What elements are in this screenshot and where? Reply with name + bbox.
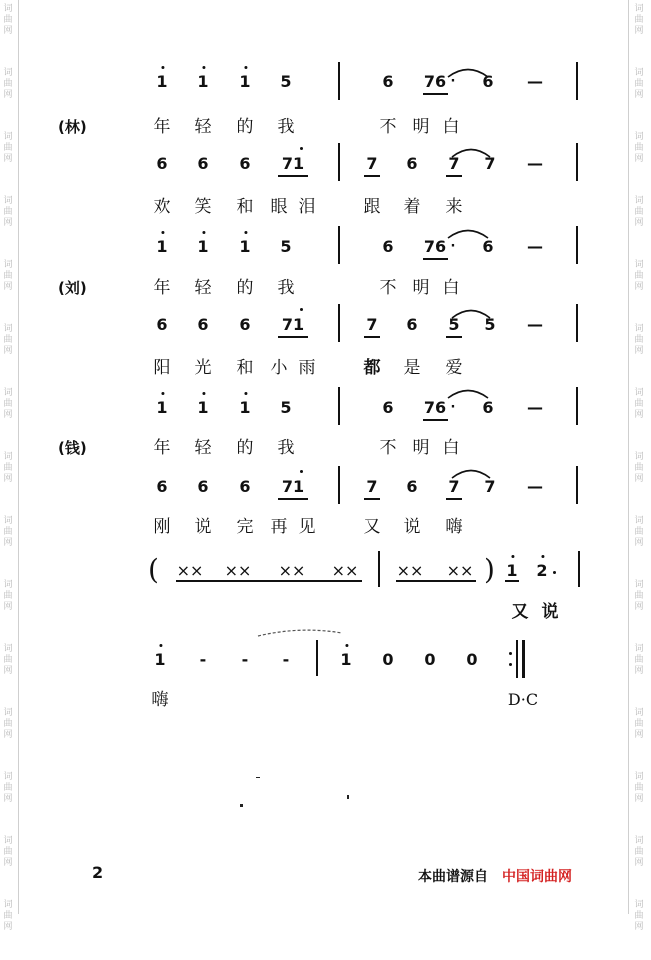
watermark-text: 词 曲 网 [634,644,644,676]
dot-sign [553,571,556,574]
underline [446,336,462,338]
watermark-text: 词 曲 网 [634,388,644,420]
watermark-text: 词 曲 网 [3,644,13,676]
note: 6 [197,477,209,496]
lyric: 见 [298,517,316,537]
lyric: 明 [412,438,430,458]
note: 5 [280,398,292,417]
barline [576,143,578,181]
barline [338,143,340,181]
beat: ×× [331,561,359,580]
note: 6 [239,315,251,334]
underline [176,580,362,582]
underline [364,175,380,177]
barline [578,551,580,587]
lyric: 来 [445,197,463,217]
singer-label: (刘) [58,279,87,297]
note: 0 [466,650,478,669]
watermark-text: 词 曲 网 [634,708,644,740]
final-barline [522,640,525,678]
watermark-text: 词 曲 网 [634,452,644,484]
lyric: 刚 [153,517,171,537]
dash: — [527,315,543,334]
watermark-text: 词 曲 网 [634,836,644,868]
note: 6 [156,154,168,173]
tie [258,630,342,636]
note: 6 [239,154,251,173]
note: 5 [280,237,292,256]
watermark-text: 词 曲 网 [634,68,644,100]
dash: — [527,237,543,256]
watermark-text: 词 曲 网 [3,708,13,740]
lyric: 的 [236,117,254,137]
dash: — [527,477,543,496]
barline [338,387,340,425]
lyric: 明 [412,278,430,298]
note: 1 [156,398,168,417]
watermark-text: 词 曲 网 [634,516,644,548]
right-edge-line [628,0,629,914]
lyric: 雨 [298,358,316,378]
close-paren: ) [484,553,495,586]
page-number: 2 [92,863,104,882]
barline [576,304,578,342]
watermark-text: 词 曲 网 [634,580,644,612]
source-label: 本曲谱源自 [418,869,488,885]
singer-label: (钱) [58,439,87,457]
barline [378,551,380,587]
watermark-text: 词 曲 网 [3,68,13,100]
watermark-left [1,0,15,932]
lyric: 我 [277,117,295,137]
note: 1 [506,561,518,580]
dot-above [300,308,303,311]
lyric: 不 [379,438,397,458]
barline [576,387,578,425]
speck [347,795,349,799]
note: 7 [448,154,460,173]
barline [316,640,318,676]
note: 6 [482,72,494,91]
watermark-text: 词 曲 网 [3,4,13,36]
watermark-text: 词 曲 网 [3,900,13,932]
lyric: 是 [403,358,421,378]
lyric: 阳 [153,358,171,378]
lyric: 白 [442,117,460,137]
watermark-text: 词 曲 网 [634,324,644,356]
dash: - [199,650,207,669]
watermark-text: 词 曲 网 [3,580,13,612]
note: 1 [197,237,209,256]
lyric: 跟 [363,197,381,217]
watermark-text: 词 曲 网 [3,260,13,292]
lyric: 我 [277,438,295,458]
barline [338,304,340,342]
note: 1 [197,398,209,417]
watermark-text: 词 曲 网 [634,900,644,932]
note: 7 [366,477,378,496]
source-credit [418,866,572,886]
lyric: 不 [379,117,397,137]
singer-label: (林) [58,118,87,136]
dot-sign: · [450,400,456,415]
note: 6 [482,398,494,417]
dash: - [282,650,290,669]
note: 6 [406,477,418,496]
lyric: 白 [442,438,460,458]
dot-sign: · [450,239,456,254]
lyric: 轻 [194,278,212,298]
underline [446,175,462,177]
barline [576,226,578,264]
dash: - [241,650,249,669]
lyric: 又 [363,517,381,537]
barline [576,62,578,100]
lyric: 明 [412,117,430,137]
underline [423,258,448,260]
barline [516,640,518,678]
lyric: 说 [194,517,212,537]
lyric: 又 [511,602,529,622]
note: 6 [156,315,168,334]
note: 6 [382,237,394,256]
note: 1 [156,237,168,256]
underline [423,93,448,95]
lyric: 都 [363,358,381,378]
note: 1 [239,398,251,417]
beat: ×× [176,561,204,580]
note: 6 [406,154,418,173]
dash: — [527,398,543,417]
note: 5 [448,315,460,334]
lyric: 欢 [153,197,171,217]
lyric: 笑 [194,197,212,217]
note: 5 [484,315,496,334]
lyric: 年 [153,438,171,458]
note: 1 [197,72,209,91]
lyric: 不 [379,278,397,298]
underline [278,498,308,500]
lyric: 轻 [194,438,212,458]
note: 1 [239,72,251,91]
watermark-text: 词 曲 网 [634,4,644,36]
note: 71 [281,315,305,334]
note: 6 [239,477,251,496]
watermark-text: 词 曲 网 [3,836,13,868]
watermark-text: 词 曲 网 [634,132,644,164]
underline [364,336,380,338]
note: 1 [340,650,352,669]
repeat-dot [509,663,512,666]
lyric: 和 [236,197,254,217]
dash: — [527,72,543,91]
dot-sign: · [450,74,456,89]
watermark-text: 词 曲 网 [3,772,13,804]
note: 1 [239,237,251,256]
lyric: 我 [277,278,295,298]
repeat-dot [509,652,512,655]
tie [448,391,488,399]
lyric: 白 [442,278,460,298]
speck [256,777,260,778]
note: 76 [423,72,447,91]
note: 6 [197,315,209,334]
lyric: 泪 [298,197,316,217]
lyric: 的 [236,278,254,298]
barline [338,62,340,100]
note: 5 [280,72,292,91]
lyric: 年 [153,278,171,298]
dot-above [300,470,303,473]
open-paren: ( [148,553,159,586]
note: 7 [484,477,496,496]
lyric: 完 [236,517,254,537]
note: 7 [484,154,496,173]
dot-above [300,147,303,150]
beat: ×× [446,561,474,580]
lyric: 爱 [445,358,463,378]
barline [338,466,340,504]
underline [278,175,308,177]
watermark-text: 词 曲 网 [3,388,13,420]
underline [396,580,476,582]
watermark-text: 词 曲 网 [634,260,644,292]
lyric: 年 [153,117,171,137]
lyric: 嗨 [445,517,463,537]
lyric: 和 [236,358,254,378]
note: 6 [382,72,394,91]
barline [576,466,578,504]
lyric: 的 [236,438,254,458]
underline [278,336,308,338]
source-site[interactable]: 中国词曲网 [502,869,572,885]
note: 7 [448,477,460,496]
note: 7 [366,154,378,173]
watermark-text: 词 曲 网 [3,324,13,356]
watermark-text: 词 曲 网 [3,516,13,548]
note: 2 [536,561,548,580]
lyric: 再 [270,517,288,537]
note: 71 [281,477,305,496]
speck [240,804,243,807]
lyric: 着 [403,197,421,217]
note: 76 [423,398,447,417]
lyric: 眼 [270,197,288,217]
beat: ×× [278,561,306,580]
note: 6 [197,154,209,173]
note: 6 [406,315,418,334]
note: 71 [281,154,305,173]
underline [505,580,519,582]
beat: ×× [224,561,252,580]
lyric: 轻 [194,117,212,137]
underline [364,498,380,500]
da-capo-mark: D·C [507,690,539,709]
watermark-text: 词 曲 网 [3,452,13,484]
note: 0 [424,650,436,669]
watermark-text: 词 曲 网 [3,196,13,228]
note: 6 [156,477,168,496]
lyric: 光 [194,358,212,378]
left-edge-line [18,0,19,914]
lyric: 说 [403,517,421,537]
note: 6 [482,237,494,256]
dash: — [527,154,543,173]
note: 0 [382,650,394,669]
underline [423,419,448,421]
watermark-text: 词 曲 网 [634,772,644,804]
lyric: 说 [541,602,559,622]
lyric: 嗨 [151,690,169,710]
underline [446,498,462,500]
watermark-right [632,0,646,932]
barline [338,226,340,264]
note: 1 [154,650,166,669]
note: 76 [423,237,447,256]
watermark-text: 词 曲 网 [3,132,13,164]
lyric: 小 [270,358,288,378]
watermark-text: 词 曲 网 [634,196,644,228]
note: 1 [156,72,168,91]
beat: ×× [396,561,424,580]
note: 7 [366,315,378,334]
note: 6 [382,398,394,417]
